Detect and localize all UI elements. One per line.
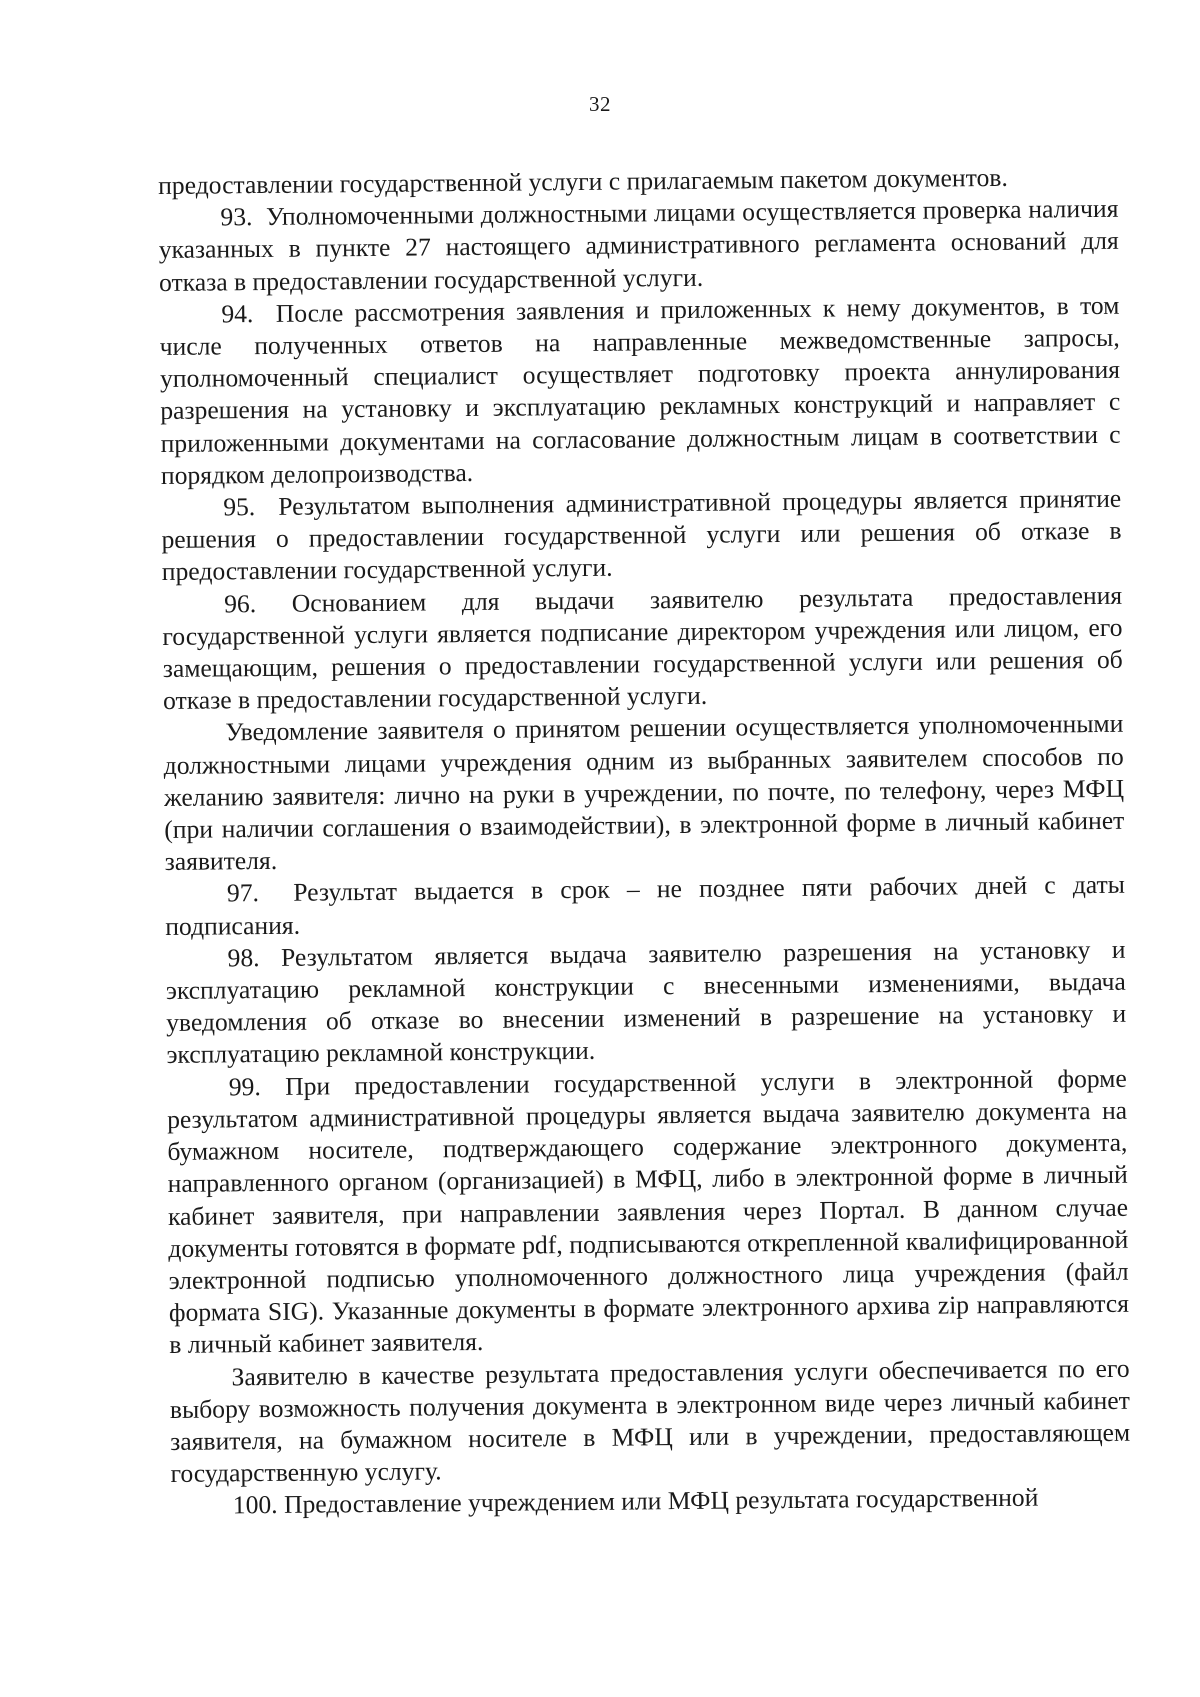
paragraph-96: 96. Основанием для выдачи заявителю результата предоставления государственной услуги является подписание директором учреждения или лицом, его замещающим, решения о предоставлении государственной услуги или решения об отказе в предоставлении государственной услуги. [162,580,1123,716]
paragraph-95: 95. Результатом выполнения административной процедуры является принятие решения о предоставлении государственной услуги или решения об отказе в предоставлении государственной услуги. [161,483,1122,587]
paragraph-notification: Уведомление заявителя о принятом решении осуществляется уполномоченными должностными лицами учреждения одним из выбранных заявителем способов по желанию заявителя: лично на руки в учреждении, по почте, по телефону, через МФЦ (при наличии соглашения о взаимодействии), в электронной форме в личный кабинет заявителя. [163,709,1125,877]
paragraph-100: 100. Предоставление учреждением или МФЦ результата государственной [232,1482,1039,1520]
page-number: 32 [589,92,611,116]
paragraph-97: 97. Результат выдается в срок – не позднее пяти рабочих дней с даты подписания. [165,870,1126,941]
paragraph-99: 99. При предоставлении государственной услуги в электронной форме результатом административной процедуры является выдача заявителю документа на бумажном носителе, подтверждающего содержание электронного документа, направленного органом (организацией) в МФЦ, либо в электронной форме в личный кабинет заявителя, при направлении заявления через Портал. В данном случае документы готовятся в формате pdf, подписываются открепленной квалифицированной электронной подписью уполномоченного должностного лица учреждения (файл формата SIG). Указанные документы в формате электронного архива zip направляются в личный кабинет заявителя. [166,1063,1130,1360]
paragraph-93: 93. Уполномоченными должностными лицами осуществляется проверка наличия указанных в пункте 27 настоящего административного регламента оснований для отказа в предоставлении государственной услуги. [158,193,1119,297]
document-body [158,161,1131,1523]
paragraph-result-choice: Заявителю в качестве результата предоставления услуги обеспечивается по его выбору возможность получения документа в электронном виде через личный кабинет заявителя, на бумажном носителе в МФЦ или в учреждении, предоставляющем государственную услугу. [169,1353,1131,1489]
paragraph-94: 94. После рассмотрения заявления и приложенных к нему документов, в том числе полученных ответов на направленные межведомственные запросы, уполномоченный специалист осуществляет подготовку проекта аннулирования разрешения на установку и эксплуатацию рекламных конструкций и направляет с приложенными документами на согласование должностным лицам в соответствии с порядком делопроизводства. [159,290,1121,490]
paragraph-98: 98. Результатом является выдача заявителю разрешения на установку и эксплуатацию рекламной конструкции с внесенными изменениями, выдача уведомления об отказе во внесении изменений в разрешение на установку и эксплуатацию рекламной конструкции. [165,934,1127,1070]
paragraph-continuation: предоставлении государственной услуги с прилагаемым пакетом документов. [158,162,1008,200]
